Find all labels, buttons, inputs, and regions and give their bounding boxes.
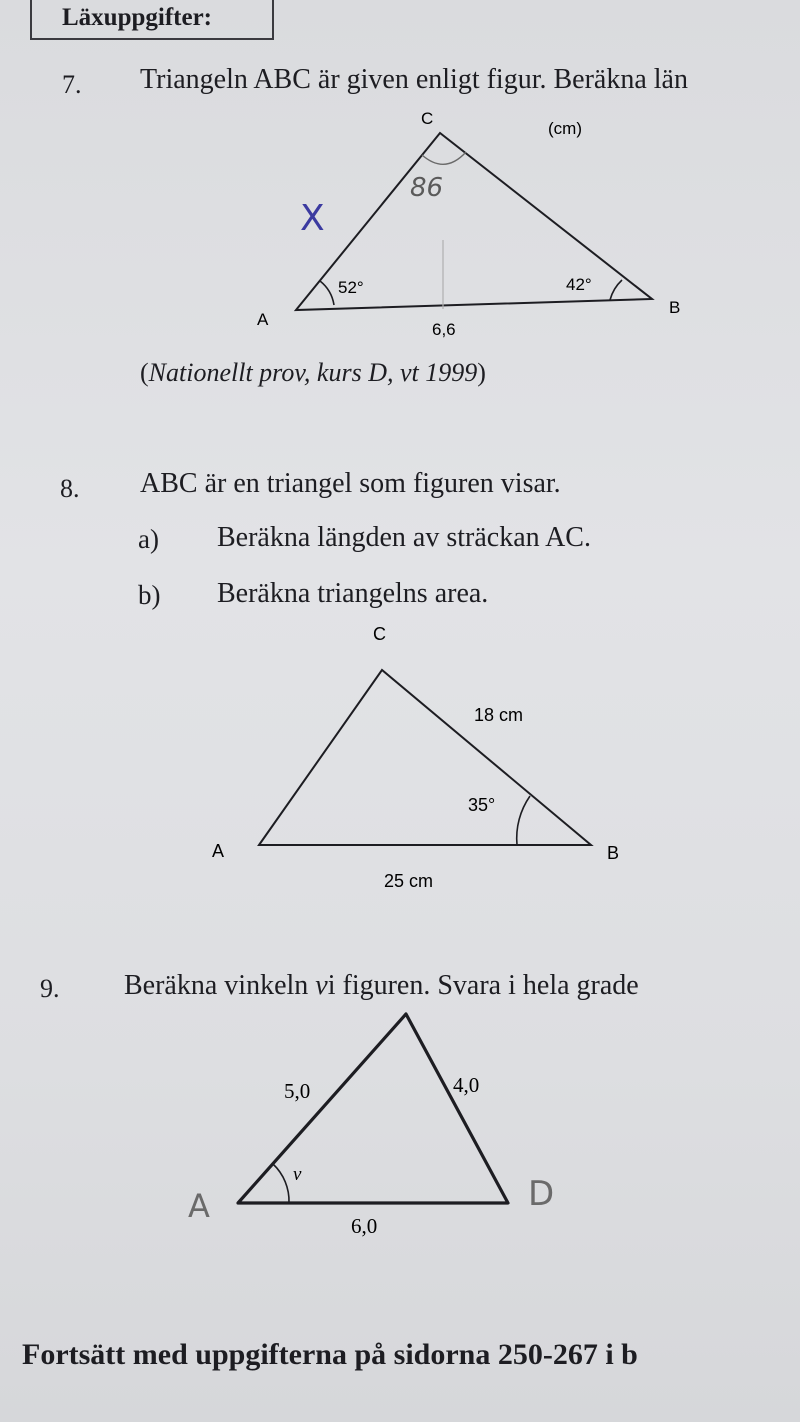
- q7-source: (Nationellt prov, kurs D, vt 1999): [140, 358, 486, 387]
- q8-number: 8.: [60, 474, 80, 503]
- q7-vertex-a: A: [257, 310, 269, 329]
- q7-hand-angle-c: 86: [410, 173, 444, 203]
- q7-angle-b-label: 42°: [566, 275, 592, 294]
- q8-side-ab-label: 25 cm: [384, 871, 434, 891]
- q9-side-left-label: 5,0: [284, 1079, 311, 1103]
- q8-b-label: b): [138, 580, 161, 610]
- q7-vertex-b: B: [669, 298, 681, 317]
- q9-angle-label: v: [293, 1164, 302, 1185]
- q9-triangle: [238, 1014, 508, 1203]
- q8-vertex-c: C: [373, 624, 386, 644]
- q9-var: v: [315, 970, 328, 1001]
- q9-hand-vertex-d: D: [528, 1174, 555, 1214]
- q9-angle-arc: [273, 1164, 289, 1203]
- header-title: Läxuppgifter:: [62, 4, 212, 31]
- q9-hand-vertex-a: A: [188, 1187, 210, 1225]
- q8-a-label: a): [138, 524, 159, 554]
- q8-vertex-a: A: [212, 841, 225, 861]
- q7-side-ab-label: 6,6: [432, 320, 456, 339]
- footer-instruction: Fortsätt med uppgifterna på sidorna 250-267 i b: [22, 1338, 638, 1371]
- q7-angle-a-label: 52°: [338, 278, 364, 297]
- q7-vertex-c: C: [421, 109, 434, 128]
- q8-a-text: Beräkna längden av sträckan AC.: [217, 522, 591, 553]
- q8-side-bc-label: 18 cm: [474, 705, 524, 725]
- q7-number: 7.: [62, 70, 82, 99]
- q7-source-text: Nationellt prov, kurs D, vt 1999: [148, 358, 478, 387]
- q9-side-bottom-label: 6,0: [351, 1214, 378, 1238]
- q9-text-after: i figuren. Svara i hela grade: [327, 970, 639, 1001]
- q7-unit-label: (cm): [548, 119, 582, 138]
- q7-hand-side-x: X: [300, 198, 325, 239]
- q9-side-right-label: 4,0: [453, 1073, 480, 1097]
- q9-number: 9.: [40, 974, 60, 1003]
- q8-text: ABC är en triangel som figuren visar.: [140, 468, 561, 499]
- q7-text: Triangeln ABC är given enligt figur. Beräkna län: [140, 64, 688, 95]
- q9-text-before: Beräkna vinkeln: [124, 970, 309, 1001]
- q8-b-text: Beräkna triangelns area.: [217, 578, 489, 609]
- q8-angle-b-label: 35°: [468, 795, 496, 815]
- q8-vertex-b: B: [607, 843, 620, 863]
